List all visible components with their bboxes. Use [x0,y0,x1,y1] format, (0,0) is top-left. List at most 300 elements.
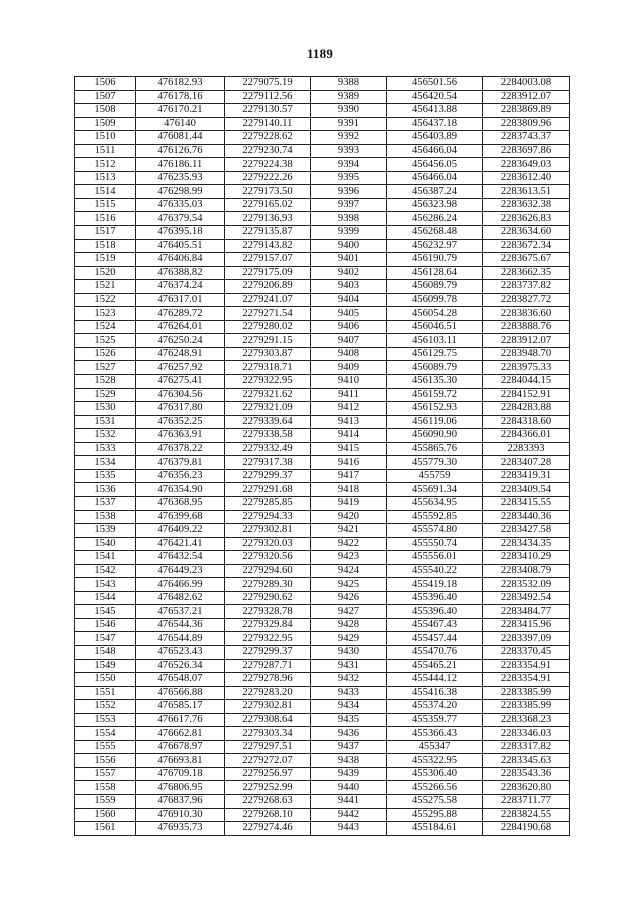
y-coordinate-cell: 2279322.95 [225,632,311,646]
table-row [75,226,570,240]
point-number-cell: 9412 [311,402,387,416]
x-coordinate-cell: 456159.72 [387,388,483,402]
point-number-cell: 1517 [75,226,136,240]
table-row [75,171,570,185]
point-number-cell: 1512 [75,158,136,172]
table-row [75,551,570,565]
y-coordinate-cell: 2284283.88 [483,402,570,416]
point-number-cell: 9441 [311,794,387,808]
x-coordinate-cell: 455366.43 [387,727,483,741]
table-row [75,212,570,226]
y-coordinate-cell: 2279278.96 [225,673,311,687]
x-coordinate-cell: 456456.05 [387,158,483,172]
x-coordinate-cell: 456437.18 [387,117,483,131]
point-number-cell: 1537 [75,496,136,510]
x-coordinate-cell: 476678.97 [136,740,225,754]
y-coordinate-cell: 2284152.91 [483,388,570,402]
point-number-cell: 1560 [75,808,136,822]
table-row [75,293,570,307]
point-number-cell: 9391 [311,117,387,131]
table-row [75,808,570,822]
table-row [75,104,570,118]
y-coordinate-cell: 2283492.54 [483,591,570,605]
point-number-cell: 1541 [75,551,136,565]
x-coordinate-cell: 476544.36 [136,618,225,632]
x-coordinate-cell: 455275.58 [387,794,483,808]
x-coordinate-cell: 456046.51 [387,320,483,334]
table-row [75,645,570,659]
x-coordinate-cell: 456119.06 [387,415,483,429]
point-number-cell: 9436 [311,727,387,741]
x-coordinate-cell: 476335.03 [136,198,225,212]
table-row [75,307,570,321]
y-coordinate-cell: 2283409.54 [483,483,570,497]
x-coordinate-cell: 455634.95 [387,496,483,510]
point-number-cell: 9417 [311,469,387,483]
y-coordinate-cell: 2283626.83 [483,212,570,226]
x-coordinate-cell: 476935.73 [136,822,225,836]
point-number-cell: 1507 [75,90,136,104]
table-row [75,700,570,714]
x-coordinate-cell: 476837.96 [136,794,225,808]
y-coordinate-cell: 2283711.77 [483,794,570,808]
x-coordinate-cell: 476368.95 [136,496,225,510]
y-coordinate-cell: 2283385.99 [483,686,570,700]
y-coordinate-cell: 2283827.72 [483,293,570,307]
table-row [75,77,570,91]
point-number-cell: 9415 [311,442,387,456]
table-row [75,442,570,456]
point-number-cell: 1514 [75,185,136,199]
point-number-cell: 9406 [311,320,387,334]
x-coordinate-cell: 476289.72 [136,307,225,321]
y-coordinate-cell: 2283697.86 [483,144,570,158]
table-row [75,591,570,605]
y-coordinate-cell: 2284044.15 [483,375,570,389]
y-coordinate-cell: 2279268.10 [225,808,311,822]
y-coordinate-cell: 2283393 [483,442,570,456]
x-coordinate-cell: 476537.21 [136,605,225,619]
point-number-cell: 1557 [75,767,136,781]
x-coordinate-cell: 455574.80 [387,524,483,538]
y-coordinate-cell: 2279280.02 [225,320,311,334]
coordinates-table-body [75,77,570,836]
point-number-cell: 1545 [75,605,136,619]
y-coordinate-cell: 2279308.64 [225,713,311,727]
y-coordinate-cell: 2283743.37 [483,131,570,145]
x-coordinate-cell: 476081.44 [136,131,225,145]
x-coordinate-cell: 455444.12 [387,673,483,687]
x-coordinate-cell: 476275.41 [136,375,225,389]
point-number-cell: 9392 [311,131,387,145]
x-coordinate-cell: 455347 [387,740,483,754]
x-coordinate-cell: 456152.93 [387,402,483,416]
y-coordinate-cell: 2283354.91 [483,673,570,687]
point-number-cell: 9425 [311,578,387,592]
x-coordinate-cell: 476482.62 [136,591,225,605]
y-coordinate-cell: 2279206.89 [225,280,311,294]
x-coordinate-cell: 455374.20 [387,700,483,714]
x-coordinate-cell: 456501.56 [387,77,483,91]
point-number-cell: 1550 [75,673,136,687]
table-row [75,144,570,158]
point-number-cell: 9432 [311,673,387,687]
point-number-cell: 9423 [311,551,387,565]
y-coordinate-cell: 2279321.62 [225,388,311,402]
point-number-cell: 9440 [311,781,387,795]
x-coordinate-cell: 456090.90 [387,429,483,443]
x-coordinate-cell: 476140 [136,117,225,131]
x-coordinate-cell: 455865.76 [387,442,483,456]
table-row [75,727,570,741]
y-coordinate-cell: 2283888.76 [483,320,570,334]
x-coordinate-cell: 476317.80 [136,402,225,416]
table-row [75,117,570,131]
x-coordinate-cell: 455359.77 [387,713,483,727]
x-coordinate-cell: 455322.95 [387,754,483,768]
point-number-cell: 9400 [311,239,387,253]
x-coordinate-cell: 455266.56 [387,781,483,795]
table-row [75,266,570,280]
table-row [75,781,570,795]
point-number-cell: 1534 [75,456,136,470]
point-number-cell: 9395 [311,171,387,185]
point-number-cell: 9407 [311,334,387,348]
y-coordinate-cell: 2283532.09 [483,578,570,592]
y-coordinate-cell: 2279222.26 [225,171,311,185]
x-coordinate-cell: 456190.79 [387,253,483,267]
point-number-cell: 1510 [75,131,136,145]
y-coordinate-cell: 2284003.08 [483,77,570,91]
y-coordinate-cell: 2279140.11 [225,117,311,131]
y-coordinate-cell: 2283484.77 [483,605,570,619]
y-coordinate-cell: 2279339.64 [225,415,311,429]
x-coordinate-cell: 476378.22 [136,442,225,456]
y-coordinate-cell: 2284318.60 [483,415,570,429]
point-number-cell: 1521 [75,280,136,294]
y-coordinate-cell: 2283397.09 [483,632,570,646]
point-number-cell: 1527 [75,361,136,375]
table-row [75,632,570,646]
y-coordinate-cell: 2279157.07 [225,253,311,267]
x-coordinate-cell: 455691.34 [387,483,483,497]
x-coordinate-cell: 476186.11 [136,158,225,172]
point-number-cell: 1542 [75,564,136,578]
y-coordinate-cell: 2279175.09 [225,266,311,280]
point-number-cell: 1524 [75,320,136,334]
point-number-cell: 9422 [311,537,387,551]
y-coordinate-cell: 2279329.84 [225,618,311,632]
x-coordinate-cell: 476910.30 [136,808,225,822]
point-number-cell: 1530 [75,402,136,416]
point-number-cell: 9404 [311,293,387,307]
x-coordinate-cell: 476248.91 [136,347,225,361]
table-row [75,158,570,172]
table-row [75,605,570,619]
table-row [75,239,570,253]
x-coordinate-cell: 476178.16 [136,90,225,104]
table-row [75,320,570,334]
x-coordinate-cell: 476354.90 [136,483,225,497]
point-number-cell: 9401 [311,253,387,267]
point-number-cell: 1518 [75,239,136,253]
table-row [75,496,570,510]
y-coordinate-cell: 2283620.80 [483,781,570,795]
y-coordinate-cell: 2279328.78 [225,605,311,619]
point-number-cell: 1544 [75,591,136,605]
point-number-cell: 1516 [75,212,136,226]
x-coordinate-cell: 456103.11 [387,334,483,348]
y-coordinate-cell: 2283613.51 [483,185,570,199]
point-number-cell: 1533 [75,442,136,456]
point-number-cell: 1543 [75,578,136,592]
table-row [75,673,570,687]
table-row [75,767,570,781]
x-coordinate-cell: 476409.22 [136,524,225,538]
y-coordinate-cell: 2283675.67 [483,253,570,267]
x-coordinate-cell: 476523.43 [136,645,225,659]
y-coordinate-cell: 2283912.07 [483,334,570,348]
x-coordinate-cell: 456403.89 [387,131,483,145]
x-coordinate-cell: 455396.40 [387,591,483,605]
point-number-cell: 9427 [311,605,387,619]
y-coordinate-cell: 2283649.03 [483,158,570,172]
y-coordinate-cell: 2279299.37 [225,469,311,483]
point-number-cell: 1519 [75,253,136,267]
y-coordinate-cell: 2279322.95 [225,375,311,389]
y-coordinate-cell: 2283317.82 [483,740,570,754]
x-coordinate-cell: 455550.74 [387,537,483,551]
x-coordinate-cell: 476693.81 [136,754,225,768]
point-number-cell: 9411 [311,388,387,402]
point-number-cell: 9434 [311,700,387,714]
y-coordinate-cell: 2283948.70 [483,347,570,361]
y-coordinate-cell: 2279271.54 [225,307,311,321]
point-number-cell: 9416 [311,456,387,470]
y-coordinate-cell: 2283410.29 [483,551,570,565]
point-number-cell: 9426 [311,591,387,605]
x-coordinate-cell: 456089.79 [387,280,483,294]
table-row [75,754,570,768]
table-row [75,334,570,348]
point-number-cell: 1539 [75,524,136,538]
x-coordinate-cell: 476379.54 [136,212,225,226]
point-number-cell: 1536 [75,483,136,497]
table-row [75,131,570,145]
point-number-cell: 9408 [311,347,387,361]
x-coordinate-cell: 456232.97 [387,239,483,253]
x-coordinate-cell: 476421.41 [136,537,225,551]
y-coordinate-cell: 2284366.01 [483,429,570,443]
x-coordinate-cell: 476363.91 [136,429,225,443]
point-number-cell: 9419 [311,496,387,510]
x-coordinate-cell: 455592.85 [387,510,483,524]
x-coordinate-cell: 455419.18 [387,578,483,592]
x-coordinate-cell: 476126.76 [136,144,225,158]
point-number-cell: 1532 [75,429,136,443]
point-number-cell: 1551 [75,686,136,700]
point-number-cell: 9399 [311,226,387,240]
point-number-cell: 9397 [311,198,387,212]
y-coordinate-cell: 2283662.35 [483,266,570,280]
y-coordinate-cell: 2283345.63 [483,754,570,768]
table-row [75,185,570,199]
y-coordinate-cell: 2283434.35 [483,537,570,551]
x-coordinate-cell: 456413.88 [387,104,483,118]
table-row [75,361,570,375]
y-coordinate-cell: 2283419.31 [483,469,570,483]
x-coordinate-cell: 476264.01 [136,320,225,334]
y-coordinate-cell: 2283370.45 [483,645,570,659]
table-row [75,429,570,443]
x-coordinate-cell: 455184.61 [387,822,483,836]
point-number-cell: 9438 [311,754,387,768]
x-coordinate-cell: 456387.24 [387,185,483,199]
point-number-cell: 1515 [75,198,136,212]
point-number-cell: 1520 [75,266,136,280]
y-coordinate-cell: 2283612.40 [483,171,570,185]
x-coordinate-cell: 476544.89 [136,632,225,646]
point-number-cell: 9420 [311,510,387,524]
point-number-cell: 9410 [311,375,387,389]
point-number-cell: 1548 [75,645,136,659]
x-coordinate-cell: 476399.68 [136,510,225,524]
point-number-cell: 1508 [75,104,136,118]
table-row [75,90,570,104]
x-coordinate-cell: 476405.51 [136,239,225,253]
y-coordinate-cell: 2279303.34 [225,727,311,741]
point-number-cell: 9390 [311,104,387,118]
point-number-cell: 1538 [75,510,136,524]
x-coordinate-cell: 456129.75 [387,347,483,361]
y-coordinate-cell: 2279302.81 [225,524,311,538]
y-coordinate-cell: 2283385.99 [483,700,570,714]
table-row [75,483,570,497]
point-number-cell: 1535 [75,469,136,483]
point-number-cell: 9431 [311,659,387,673]
y-coordinate-cell: 2283809.96 [483,117,570,131]
point-number-cell: 9437 [311,740,387,754]
y-coordinate-cell: 2279228.62 [225,131,311,145]
point-number-cell: 1523 [75,307,136,321]
x-coordinate-cell: 476395.18 [136,226,225,240]
x-coordinate-cell: 476250.24 [136,334,225,348]
y-coordinate-cell: 2279321.09 [225,402,311,416]
y-coordinate-cell: 2283836.60 [483,307,570,321]
y-coordinate-cell: 2279302.81 [225,700,311,714]
point-number-cell: 1547 [75,632,136,646]
y-coordinate-cell: 2283415.55 [483,496,570,510]
point-number-cell: 9388 [311,77,387,91]
y-coordinate-cell: 2279136.93 [225,212,311,226]
y-coordinate-cell: 2279274.46 [225,822,311,836]
x-coordinate-cell: 456054.28 [387,307,483,321]
x-coordinate-cell: 455416.38 [387,686,483,700]
point-number-cell: 1540 [75,537,136,551]
y-coordinate-cell: 2279317.38 [225,456,311,470]
point-number-cell: 1552 [75,700,136,714]
y-coordinate-cell: 2279297.51 [225,740,311,754]
table-row [75,510,570,524]
y-coordinate-cell: 2279224.38 [225,158,311,172]
x-coordinate-cell: 476317.01 [136,293,225,307]
point-number-cell: 1558 [75,781,136,795]
point-number-cell: 1529 [75,388,136,402]
y-coordinate-cell: 2283634.60 [483,226,570,240]
x-coordinate-cell: 476806.95 [136,781,225,795]
y-coordinate-cell: 2279332.49 [225,442,311,456]
x-coordinate-cell: 455556.01 [387,551,483,565]
y-coordinate-cell: 2279285.85 [225,496,311,510]
table-row [75,537,570,551]
y-coordinate-cell: 2279318.71 [225,361,311,375]
y-coordinate-cell: 2279272.07 [225,754,311,768]
point-number-cell: 9389 [311,90,387,104]
point-number-cell: 9403 [311,280,387,294]
y-coordinate-cell: 2279299.37 [225,645,311,659]
x-coordinate-cell: 455467.43 [387,618,483,632]
y-coordinate-cell: 2279268.63 [225,794,311,808]
point-number-cell: 1522 [75,293,136,307]
y-coordinate-cell: 2283869.89 [483,104,570,118]
y-coordinate-cell: 2279320.03 [225,537,311,551]
point-number-cell: 1506 [75,77,136,91]
point-number-cell: 9414 [311,429,387,443]
table-row [75,618,570,632]
x-coordinate-cell: 476379.81 [136,456,225,470]
y-coordinate-cell: 2283543.36 [483,767,570,781]
x-coordinate-cell: 456128.64 [387,266,483,280]
y-coordinate-cell: 2279291.15 [225,334,311,348]
y-coordinate-cell: 2279252.99 [225,781,311,795]
table-row [75,253,570,267]
point-number-cell: 9402 [311,266,387,280]
y-coordinate-cell: 2279289.30 [225,578,311,592]
table-row [75,388,570,402]
point-number-cell: 1553 [75,713,136,727]
y-coordinate-cell: 2283632.38 [483,198,570,212]
y-coordinate-cell: 2283407.28 [483,456,570,470]
point-number-cell: 1531 [75,415,136,429]
x-coordinate-cell: 476526.34 [136,659,225,673]
x-coordinate-cell: 476432.54 [136,551,225,565]
y-coordinate-cell: 2284190.68 [483,822,570,836]
point-number-cell: 9413 [311,415,387,429]
x-coordinate-cell: 456135.30 [387,375,483,389]
y-coordinate-cell: 2279290.62 [225,591,311,605]
point-number-cell: 1513 [75,171,136,185]
x-coordinate-cell: 476585.17 [136,700,225,714]
x-coordinate-cell: 455306.40 [387,767,483,781]
x-coordinate-cell: 455759 [387,469,483,483]
x-coordinate-cell: 476617.76 [136,713,225,727]
point-number-cell: 1555 [75,740,136,754]
point-number-cell: 9435 [311,713,387,727]
y-coordinate-cell: 2279256.97 [225,767,311,781]
page-number: 1189 [306,46,334,61]
point-number-cell: 1511 [75,144,136,158]
y-coordinate-cell: 2279230.74 [225,144,311,158]
x-coordinate-cell: 476235.93 [136,171,225,185]
x-coordinate-cell: 476170.21 [136,104,225,118]
point-number-cell: 9424 [311,564,387,578]
point-number-cell: 9394 [311,158,387,172]
table-row [75,347,570,361]
point-number-cell: 9421 [311,524,387,538]
table-row [75,822,570,836]
x-coordinate-cell: 476182.93 [136,77,225,91]
y-coordinate-cell: 2279135.87 [225,226,311,240]
